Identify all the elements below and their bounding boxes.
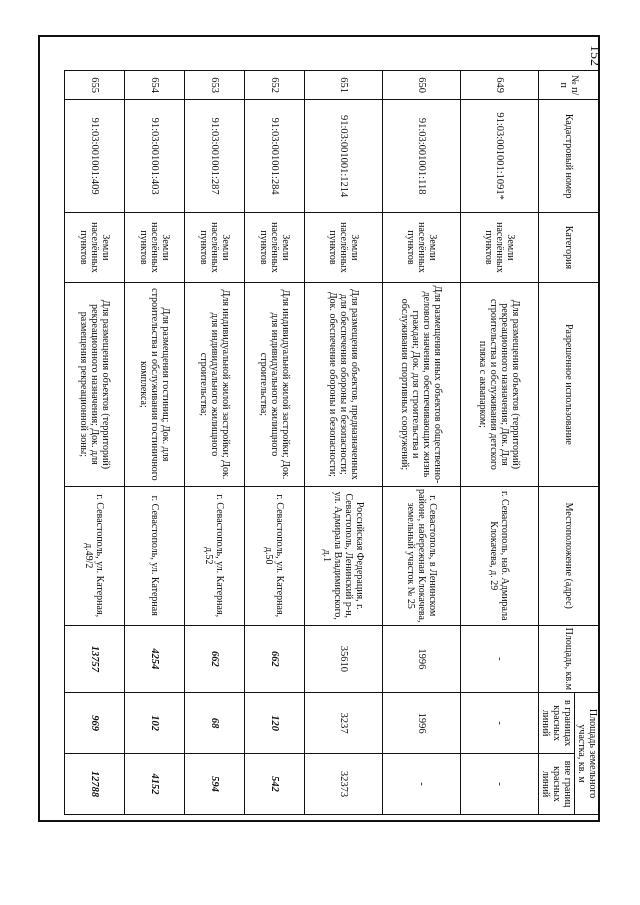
land-category: Земли населённых пунктов: [382, 213, 460, 283]
header-land-area: Площадь земельного участка, кв. м: [575, 693, 600, 815]
area-inside-red-lines: 1996: [382, 693, 460, 754]
table-row: [460, 71, 538, 815]
land-category: Земли населённых пунктов: [244, 213, 304, 283]
page-number: 152: [587, 44, 602, 66]
area-value: 4254: [124, 625, 184, 693]
permitted-use: Для размещения гостиниц; Док. для строительства и обслуживания гостиничного комплекса;: [124, 282, 184, 486]
row-number: 650: [382, 71, 460, 100]
cadastral-number: 91:03:001001:287: [184, 100, 244, 213]
area-inside-red-lines: 102: [124, 693, 184, 754]
header-location: Местоположение (адрес): [539, 486, 600, 625]
area-value: 662: [244, 625, 304, 693]
land-category: Земли населённых пунктов: [124, 213, 184, 283]
header-num: № п/п: [539, 71, 600, 100]
permitted-use: Для размещения иных объектов общественно-делового значения, обеспечивающих жизнь граждан; Док. для строительства и обслуживания спортивных сооружений;: [382, 282, 460, 486]
area-value: 1996: [382, 625, 460, 693]
land-category: Земли населённых пунктов: [65, 213, 125, 283]
header-inside-red-lines: в границах красных линий: [539, 693, 575, 754]
area-value: 35610: [304, 625, 382, 693]
header-category: Категория: [539, 213, 600, 283]
row-number: 655: [65, 71, 125, 100]
location-address: г. Севастополь, ул. Катерная, д.52: [184, 486, 244, 625]
area-value: -: [460, 625, 538, 693]
cadastral-number: 91:03:001001:409: [65, 100, 125, 213]
location-address: г. Севастополь, наб. Адмирала Клокачева, д. 29: [460, 486, 538, 625]
rotated-table-wrapper: [64, 70, 600, 815]
area-inside-red-lines: 68: [184, 693, 244, 754]
land-category: Земли населённых пунктов: [184, 213, 244, 283]
area-inside-red-lines: 120: [244, 693, 304, 754]
area-value: 13757: [65, 625, 125, 693]
cadastral-number: 91:03:001001:1214: [304, 100, 382, 213]
location-address: г. Севастополь, ул. Катерная, д.50: [244, 486, 304, 625]
header-usage: Разрешенное использование: [539, 282, 600, 486]
area-outside-red-lines: 542: [244, 754, 304, 815]
area-outside-red-lines: 32373: [304, 754, 382, 815]
land-category: Земли населённых пунктов: [460, 213, 538, 283]
area-value: 662: [184, 625, 244, 693]
row-number: 651: [304, 71, 382, 100]
row-number: 653: [184, 71, 244, 100]
row-number: 652: [244, 71, 304, 100]
table-row: [382, 71, 460, 815]
row-number: 654: [124, 71, 184, 100]
area-inside-red-lines: 3237: [304, 693, 382, 754]
header-area: Площадь, кв.м: [539, 625, 600, 693]
header-outside-red-lines: вне границ красных линий: [539, 754, 575, 815]
cadastral-number: 91:03:001001:118: [382, 100, 460, 213]
area-outside-red-lines: 12788: [65, 754, 125, 815]
area-outside-red-lines: 594: [184, 754, 244, 815]
area-outside-red-lines: -: [382, 754, 460, 815]
location-address: Российская Федерация, г. Севастополь, Ленинский р-н, ул. Адмирала Владимирского, д.1: [304, 486, 382, 625]
permitted-use: Для индивидуальной жилой застройки; Док. для индивидуального жилищного строительства;: [244, 282, 304, 486]
permitted-use: Для размещения объектов (территорий) рекреационного назначения; Док. Для строительства и обслуживания детского пляжа с аквапарком;: [460, 282, 538, 486]
permitted-use: Для размещения объектов (территорий) рекреационного назначения; Док. для размещения рекреационной зоны;: [65, 282, 125, 486]
table-row: [244, 71, 304, 815]
header-cadastral: Кадастровый номер: [539, 100, 600, 213]
land-category: Земли населённых пунктов: [304, 213, 382, 283]
cadastral-number: 91:03:001001:403: [124, 100, 184, 213]
area-inside-red-lines: -: [460, 693, 538, 754]
area-inside-red-lines: 969: [65, 693, 125, 754]
location-address: г. Севастополь, ул. Катерная, д.49/2: [65, 486, 125, 625]
cadastral-number: 91:03:001001:284: [244, 100, 304, 213]
land-plots-table: [64, 70, 600, 815]
location-address: г. Севастополь, в Ленинском районе, набережная Клокачева, земельный участок № 25: [382, 486, 460, 625]
table-row: [304, 71, 382, 815]
area-outside-red-lines: -: [460, 754, 538, 815]
location-address: г. Севастополь, ул. Катерная: [124, 486, 184, 625]
table-row: [124, 71, 184, 815]
cadastral-number: 91:03:001001:1091*: [460, 100, 538, 213]
table-row: [184, 71, 244, 815]
permitted-use: Для индивидуальной жилой застройки; Док. для индивидуального жилищного строительства;: [184, 282, 244, 486]
permitted-use: Для размещения объектов, предназначенных для обеспечения обороны и безопасности; Док. обеспечение обороны и безопасности;: [304, 282, 382, 486]
row-number: 649: [460, 71, 538, 100]
area-outside-red-lines: 4152: [124, 754, 184, 815]
table-row: [65, 71, 125, 815]
